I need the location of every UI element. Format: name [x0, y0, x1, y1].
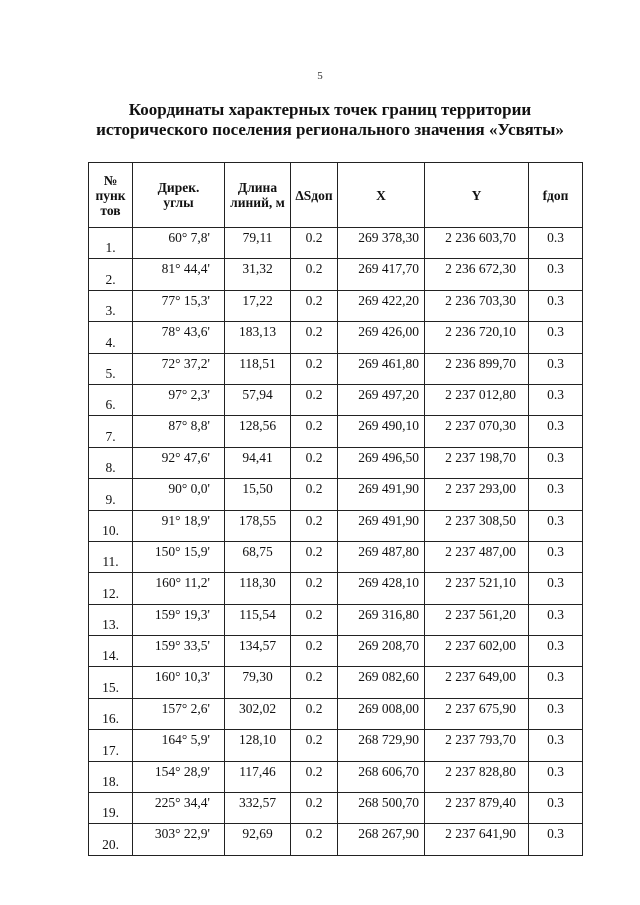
cell-line-length: 115,54 — [225, 604, 291, 635]
header-line-length: Длина линий, м — [225, 163, 291, 228]
cell-line-length: 302,02 — [225, 698, 291, 729]
cell-y: 2 237 070,30 — [425, 416, 529, 447]
cell-delta-s: 0.2 — [291, 698, 338, 729]
cell-line-length: 183,13 — [225, 322, 291, 353]
cell-y: 2 237 561,20 — [425, 604, 529, 635]
cell-line-length: 332,57 — [225, 793, 291, 824]
table-row — [89, 573, 583, 604]
cell-x: 268 729,90 — [338, 730, 425, 761]
cell-delta-s: 0.2 — [291, 510, 338, 541]
cell-f: 0.3 — [529, 667, 583, 698]
cell-x: 268 606,70 — [338, 761, 425, 792]
table-row — [89, 761, 583, 792]
cell-y: 2 237 521,10 — [425, 573, 529, 604]
cell-direction-angle: 159° 19,3' — [133, 604, 225, 635]
cell-direction-angle: 81° 44,4' — [133, 259, 225, 290]
cell-x: 269 208,70 — [338, 636, 425, 667]
cell-y: 2 237 198,70 — [425, 447, 529, 478]
cell-delta-s: 0.2 — [291, 604, 338, 635]
cell-line-length: 15,50 — [225, 479, 291, 510]
cell-f: 0.3 — [529, 290, 583, 321]
cell-delta-s: 0.2 — [291, 761, 338, 792]
header-f: fдоп — [529, 163, 583, 228]
table-row — [89, 416, 583, 447]
cell-point-number: 2. — [89, 259, 133, 290]
cell-x: 269 082,60 — [338, 667, 425, 698]
cell-x: 269 496,50 — [338, 447, 425, 478]
cell-delta-s: 0.2 — [291, 573, 338, 604]
cell-y: 2 237 793,70 — [425, 730, 529, 761]
cell-direction-angle: 164° 5,9' — [133, 730, 225, 761]
table-row — [89, 730, 583, 761]
cell-x: 268 267,90 — [338, 824, 425, 855]
table-row — [89, 541, 583, 572]
cell-point-number: 3. — [89, 290, 133, 321]
title-line-2: исторического поселения регионального значения «Усвяты» — [96, 120, 564, 139]
table-row — [89, 353, 583, 384]
cell-f: 0.3 — [529, 636, 583, 667]
cell-line-length: 94,41 — [225, 447, 291, 478]
cell-point-number: 8. — [89, 447, 133, 478]
cell-y: 2 236 672,30 — [425, 259, 529, 290]
header-point-number: № пунк тов — [89, 163, 133, 228]
cell-line-length: 178,55 — [225, 510, 291, 541]
cell-point-number: 15. — [89, 667, 133, 698]
cell-f: 0.3 — [529, 384, 583, 415]
table-row — [89, 447, 583, 478]
cell-delta-s: 0.2 — [291, 667, 338, 698]
cell-f: 0.3 — [529, 824, 583, 855]
cell-direction-angle: 91° 18,9' — [133, 510, 225, 541]
cell-delta-s: 0.2 — [291, 541, 338, 572]
table-row — [89, 259, 583, 290]
cell-delta-s: 0.2 — [291, 384, 338, 415]
cell-direction-angle: 303° 22,9' — [133, 824, 225, 855]
cell-delta-s: 0.2 — [291, 259, 338, 290]
cell-direction-angle: 87° 8,8' — [133, 416, 225, 447]
cell-delta-s: 0.2 — [291, 730, 338, 761]
cell-point-number: 14. — [89, 636, 133, 667]
cell-f: 0.3 — [529, 604, 583, 635]
cell-point-number: 10. — [89, 510, 133, 541]
cell-x: 269 417,70 — [338, 259, 425, 290]
cell-delta-s: 0.2 — [291, 228, 338, 259]
cell-f: 0.3 — [529, 730, 583, 761]
header-direction-angle: Дирек. углы — [133, 163, 225, 228]
cell-x: 269 491,90 — [338, 479, 425, 510]
cell-direction-angle: 154° 28,9' — [133, 761, 225, 792]
table-row — [89, 384, 583, 415]
cell-y: 2 237 293,00 — [425, 479, 529, 510]
cell-direction-angle: 160° 10,3' — [133, 667, 225, 698]
table-row — [89, 698, 583, 729]
cell-point-number: 4. — [89, 322, 133, 353]
cell-f: 0.3 — [529, 353, 583, 384]
header-delta-s: ΔSдоп — [291, 163, 338, 228]
cell-delta-s: 0.2 — [291, 447, 338, 478]
cell-point-number: 12. — [89, 573, 133, 604]
cell-y: 2 237 602,00 — [425, 636, 529, 667]
cell-delta-s: 0.2 — [291, 290, 338, 321]
cell-line-length: 118,51 — [225, 353, 291, 384]
header-y: Y — [425, 163, 529, 228]
cell-x: 269 490,10 — [338, 416, 425, 447]
cell-y: 2 237 487,00 — [425, 541, 529, 572]
header-x: X — [338, 163, 425, 228]
cell-point-number: 1. — [89, 228, 133, 259]
cell-x: 269 461,80 — [338, 353, 425, 384]
cell-line-length: 79,30 — [225, 667, 291, 698]
title-line-1: Координаты характерных точек границ территории — [128, 100, 532, 119]
cell-y: 2 237 879,40 — [425, 793, 529, 824]
cell-y: 2 237 308,50 — [425, 510, 529, 541]
cell-f: 0.3 — [529, 573, 583, 604]
table-row — [89, 824, 583, 855]
cell-direction-angle: 60° 7,8' — [133, 228, 225, 259]
cell-line-length: 79,11 — [225, 228, 291, 259]
table-body — [89, 228, 583, 856]
cell-f: 0.3 — [529, 510, 583, 541]
cell-point-number: 9. — [89, 479, 133, 510]
cell-f: 0.3 — [529, 541, 583, 572]
cell-y: 2 237 641,90 — [425, 824, 529, 855]
table-row — [89, 793, 583, 824]
page-number: 5 — [317, 70, 323, 82]
table-header-row — [89, 163, 583, 228]
table-row — [89, 510, 583, 541]
table-row — [89, 636, 583, 667]
cell-direction-angle: 157° 2,6' — [133, 698, 225, 729]
cell-direction-angle: 225° 34,4' — [133, 793, 225, 824]
cell-x: 269 378,30 — [338, 228, 425, 259]
cell-direction-angle: 78° 43,6' — [133, 322, 225, 353]
cell-direction-angle: 72° 37,2' — [133, 353, 225, 384]
cell-line-length: 128,10 — [225, 730, 291, 761]
cell-delta-s: 0.2 — [291, 479, 338, 510]
cell-x: 269 428,10 — [338, 573, 425, 604]
cell-f: 0.3 — [529, 416, 583, 447]
cell-x: 269 487,80 — [338, 541, 425, 572]
cell-delta-s: 0.2 — [291, 636, 338, 667]
cell-f: 0.3 — [529, 259, 583, 290]
cell-direction-angle: 77° 15,3' — [133, 290, 225, 321]
cell-delta-s: 0.2 — [291, 416, 338, 447]
cell-y: 2 237 828,80 — [425, 761, 529, 792]
cell-line-length: 57,94 — [225, 384, 291, 415]
cell-line-length: 31,32 — [225, 259, 291, 290]
cell-point-number: 13. — [89, 604, 133, 635]
cell-point-number: 6. — [89, 384, 133, 415]
cell-f: 0.3 — [529, 761, 583, 792]
cell-f: 0.3 — [529, 322, 583, 353]
cell-point-number: 20. — [89, 824, 133, 855]
cell-line-length: 92,69 — [225, 824, 291, 855]
cell-x: 269 426,00 — [338, 322, 425, 353]
cell-y: 2 236 603,70 — [425, 228, 529, 259]
cell-y: 2 237 012,80 — [425, 384, 529, 415]
cell-x: 269 008,00 — [338, 698, 425, 729]
table-row — [89, 604, 583, 635]
cell-f: 0.3 — [529, 228, 583, 259]
cell-x: 269 422,20 — [338, 290, 425, 321]
cell-line-length: 128,56 — [225, 416, 291, 447]
cell-point-number: 19. — [89, 793, 133, 824]
cell-point-number: 16. — [89, 698, 133, 729]
cell-point-number: 7. — [89, 416, 133, 447]
cell-line-length: 118,30 — [225, 573, 291, 604]
cell-direction-angle: 90° 0,0' — [133, 479, 225, 510]
table-row — [89, 290, 583, 321]
cell-line-length: 117,46 — [225, 761, 291, 792]
table-row — [89, 667, 583, 698]
cell-point-number: 5. — [89, 353, 133, 384]
cell-x: 268 500,70 — [338, 793, 425, 824]
cell-delta-s: 0.2 — [291, 353, 338, 384]
cell-y: 2 237 675,90 — [425, 698, 529, 729]
cell-f: 0.3 — [529, 479, 583, 510]
cell-direction-angle: 159° 33,5' — [133, 636, 225, 667]
document-title — [40, 100, 620, 140]
cell-y: 2 236 899,70 — [425, 353, 529, 384]
cell-x: 269 316,80 — [338, 604, 425, 635]
coordinates-table — [88, 162, 583, 856]
cell-x: 269 491,90 — [338, 510, 425, 541]
cell-direction-angle: 150° 15,9' — [133, 541, 225, 572]
cell-line-length: 134,57 — [225, 636, 291, 667]
cell-delta-s: 0.2 — [291, 793, 338, 824]
cell-direction-angle: 92° 47,6' — [133, 447, 225, 478]
table-row — [89, 228, 583, 259]
cell-y: 2 237 649,00 — [425, 667, 529, 698]
cell-y: 2 236 720,10 — [425, 322, 529, 353]
cell-point-number: 11. — [89, 541, 133, 572]
cell-f: 0.3 — [529, 447, 583, 478]
table-row — [89, 322, 583, 353]
cell-x: 269 497,20 — [338, 384, 425, 415]
cell-line-length: 68,75 — [225, 541, 291, 572]
table-row — [89, 479, 583, 510]
cell-f: 0.3 — [529, 698, 583, 729]
cell-direction-angle: 160° 11,2' — [133, 573, 225, 604]
cell-delta-s: 0.2 — [291, 322, 338, 353]
cell-y: 2 236 703,30 — [425, 290, 529, 321]
cell-direction-angle: 97° 2,3' — [133, 384, 225, 415]
cell-delta-s: 0.2 — [291, 824, 338, 855]
cell-line-length: 17,22 — [225, 290, 291, 321]
cell-point-number: 18. — [89, 761, 133, 792]
cell-f: 0.3 — [529, 793, 583, 824]
cell-point-number: 17. — [89, 730, 133, 761]
